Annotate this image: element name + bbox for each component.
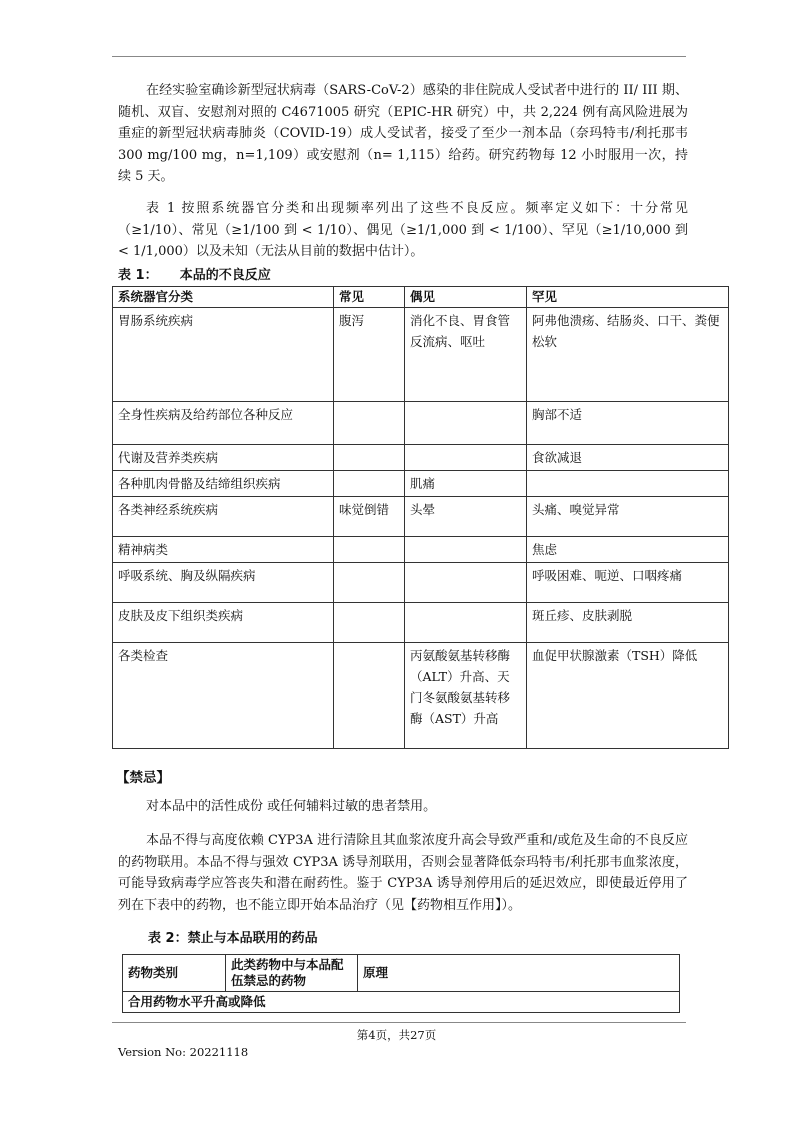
- table-cell: [334, 445, 405, 471]
- table-cell: [405, 402, 527, 445]
- table-cell: [527, 471, 729, 497]
- table-cell: 各类神经系统疾病: [113, 497, 334, 537]
- table-row: [113, 471, 729, 497]
- contraindications-paragraph-2: 本品不得与高度依赖 CYP3A 进行清除且其血浆浓度升高会导致严重和/或危及生命的不良反应的药物联用。本品不得与强效 CYP3A 诱导剂联用，否则会显著降低奈玛特韦/利托那韦血浆浓度，可能导致病毒学应答丧失和潜在耐药性。鉴于 CYP3A 诱导剂停用后的延迟效应，即使最近停用了列在下表中的药物，也不能立即开始本品治疗（见【药物相互作用】）。: [118, 833, 688, 913]
- table-cell: 消化不良、胃食管反流病、呕吐: [405, 308, 527, 402]
- table-cell: [405, 445, 527, 471]
- table2-caption: 表 2：禁止与本品联用的药品: [148, 931, 318, 946]
- table-cell: 焦虑: [527, 537, 729, 563]
- table-row: [113, 497, 729, 537]
- header-cell: 此类药物中与本品配伍禁忌的药物: [226, 955, 358, 992]
- table-cell: [334, 563, 405, 603]
- page-number: 第4页，共27页: [356, 1028, 437, 1042]
- table-cell: [405, 563, 527, 603]
- intro-paragraph-1: 在经实验室确诊新型冠状病毒（SARS-CoV-2）感染的非住院成人受试者中进行的 II/ III 期、随机、双盲、安慰剂对照的 C4671005 研究（EPIC-HR 研究）中，共 2,224 例有高风险进展为重症的新型冠状病毒肺炎（COVID-19）成人受试者，接受了至少一剂本品（奈玛特韦/利托那韦 300 mg/100 mg，n=1,109）或安慰剂（n= 1,115）给药。研究药物每 12 小时服用一次，持续 5 天。: [118, 83, 688, 184]
- table-cell: [334, 603, 405, 643]
- header-rule: [112, 56, 686, 57]
- section-row-cell: 合用药物水平升高或降低: [123, 992, 680, 1013]
- table-row: [113, 563, 729, 603]
- version-number: Version No: 20221118: [118, 1045, 249, 1059]
- table-cell: 各类检查: [113, 643, 334, 749]
- footer-rule: [112, 1022, 686, 1023]
- table-header-row: [123, 955, 680, 992]
- table-cell: [334, 643, 405, 749]
- table-row: [113, 402, 729, 445]
- table-row: [113, 537, 729, 563]
- table-cell: [405, 537, 527, 563]
- table-cell: 全身性疾病及给药部位各种反应: [113, 402, 334, 445]
- table-cell: 呼吸困难、呃逆、口咽疼痛: [527, 563, 729, 603]
- table1-caption-label: 表 1：: [118, 268, 158, 283]
- table-cell: 头痛、嗅觉异常: [527, 497, 729, 537]
- contraindicated-drugs-table: [122, 954, 680, 1013]
- table-row: [113, 643, 729, 749]
- header-cell: 偶见: [405, 287, 527, 308]
- table-row: [123, 992, 680, 1013]
- table-cell: [334, 537, 405, 563]
- contraindications-heading: 【禁忌】: [116, 770, 170, 786]
- header-cell: 药物类别: [123, 955, 226, 992]
- intro-paragraph-2: 表 1 按照系统器官分类和出现频率列出了这些不良反应。频率定义如下：十分常见（≥1/10）、常见（≥1/100 到 < 1/10）、偶见（≥1/1,000 到 < 1/100）、罕见（≥1/10,000 到 < 1/1,000）以及未知（无法从目前的数据中估计）。: [118, 201, 688, 259]
- table-header-row: [113, 287, 729, 308]
- table-cell: 呼吸系统、胸及纵隔疾病: [113, 563, 334, 603]
- table-cell: 食欲减退: [527, 445, 729, 471]
- table-cell: 胸部不适: [527, 402, 729, 445]
- table-cell: [405, 603, 527, 643]
- table-cell: [334, 402, 405, 445]
- table-cell: 斑丘疹、皮肤剥脱: [527, 603, 729, 643]
- table-row: [113, 603, 729, 643]
- table-cell: 肌痛: [405, 471, 527, 497]
- header-cell: 罕见: [527, 287, 729, 308]
- header-cell: 常见: [334, 287, 405, 308]
- table-cell: 代谢及营养类疾病: [113, 445, 334, 471]
- contraindications-paragraph-1: 对本品中的活性成份 或任何辅料过敏的患者禁用。: [146, 799, 437, 814]
- table-cell: 腹泻: [334, 308, 405, 402]
- table1-caption-title: 本品的不良反应: [179, 268, 271, 283]
- table-cell: 丙氨酸氨基转移酶（ALT）升高、天门冬氨酸氨基转移酶（AST）升高: [405, 643, 527, 749]
- table-cell: 阿弗他溃疡、结肠炎、口干、粪便松软: [527, 308, 729, 402]
- table-cell: 血促甲状腺激素（TSH）降低: [527, 643, 729, 749]
- table1-caption: [118, 264, 271, 283]
- table-cell: 胃肠系统疾病: [113, 308, 334, 402]
- table-cell: 味觉倒错: [334, 497, 405, 537]
- table-cell: 头晕: [405, 497, 527, 537]
- table-cell: 各种肌肉骨骼及结缔组织疾病: [113, 471, 334, 497]
- header-cell: 原理: [358, 955, 680, 992]
- header-cell: 系统器官分类: [113, 287, 334, 308]
- table-row: [113, 308, 729, 402]
- table-cell: [334, 471, 405, 497]
- adverse-reactions-table: [112, 286, 729, 749]
- table-row: [113, 445, 729, 471]
- table-cell: 皮肤及皮下组织类疾病: [113, 603, 334, 643]
- table-cell: 精神病类: [113, 537, 334, 563]
